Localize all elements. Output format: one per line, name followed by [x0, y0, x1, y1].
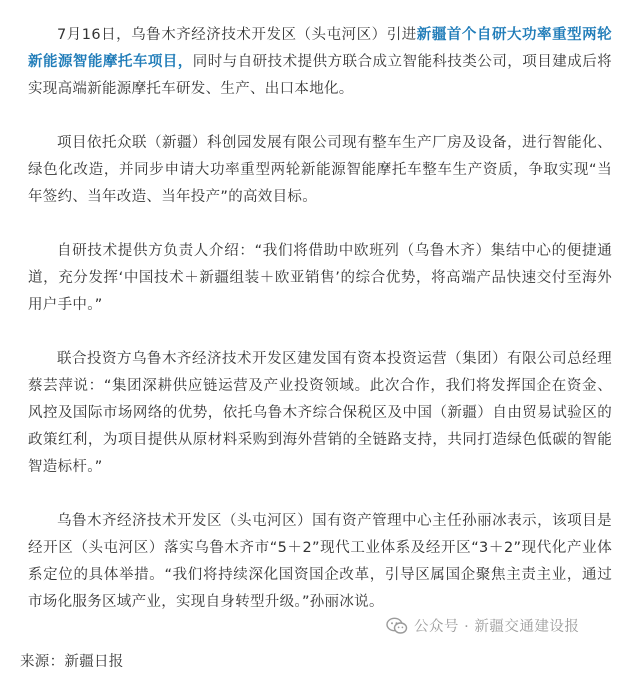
source-line: 来源：新疆日报 — [20, 654, 124, 670]
watermark — [386, 615, 579, 636]
project-highlight: 新疆首个自研大功率重型两轮新能源智能摩托车项目， — [28, 27, 612, 70]
wechat-icon — [386, 617, 408, 635]
paragraph-1-rest: 同时与自研技术提供方联合成立智能科技类公司，项目建成后将实现高端新能源摩托车研发、生产、出口本地化。 — [28, 54, 612, 97]
paragraph-1-lead: 7月16日，乌鲁木齐经济技术开发区（头屯河区）引进 — [57, 27, 417, 43]
article-body — [28, 22, 612, 616]
paragraph-5: 乌鲁木齐经济技术开发区（头屯河区）国有资产管理中心主任孙丽冰表示，该项目是经开区（头屯河区）落实乌鲁木齐市“5＋2”现代工业体系及经开区“3＋2”现代化产业体系定位的具体举措。“我们将持续深化国资国企改革，引导区属国企聚焦主责主业，通过市场化服务区域产业，实现自身转型升级。”孙丽冰说。 — [28, 513, 612, 610]
watermark-label: 公众号 · 新疆交通建设报 — [414, 619, 580, 635]
paragraph-1 — [28, 22, 612, 103]
paragraph-3: 自研技术提供方负责人介绍：“我们将借助中欧班列（乌鲁木齐）集结中心的便捷通道，充分发挥‘中国技术＋新疆组装＋欧亚销售’的综合优势，将高端产品快速交付至海外用户手中。” — [28, 243, 612, 313]
paragraph-4: 联合投资方乌鲁木齐经济技术开发区建发国有资本投资运营（集团）有限公司总经理蔡芸萍说：“集团深耕供应链运营及产业投资领域。此次合作，我们将发挥国企在资金、风控及国际市场网络的优势，依托乌鲁木齐综合保税区及中国（新疆）自由贸易试验区的政策红利，为项目提供从原材料采购到海外营销的全链路支持，共同打造绿色低碳的智能智造标杆。” — [28, 351, 612, 475]
paragraph-2: 项目依托众联（新疆）科创园发展有限公司现有整车生产厂房及设备，进行智能化、绿色化改造，并同步申请大功率重型两轮新能源智能摩托车整车生产资质，争取实现“当年签约、当年改造、当年投产”的高效目标。 — [28, 135, 612, 205]
